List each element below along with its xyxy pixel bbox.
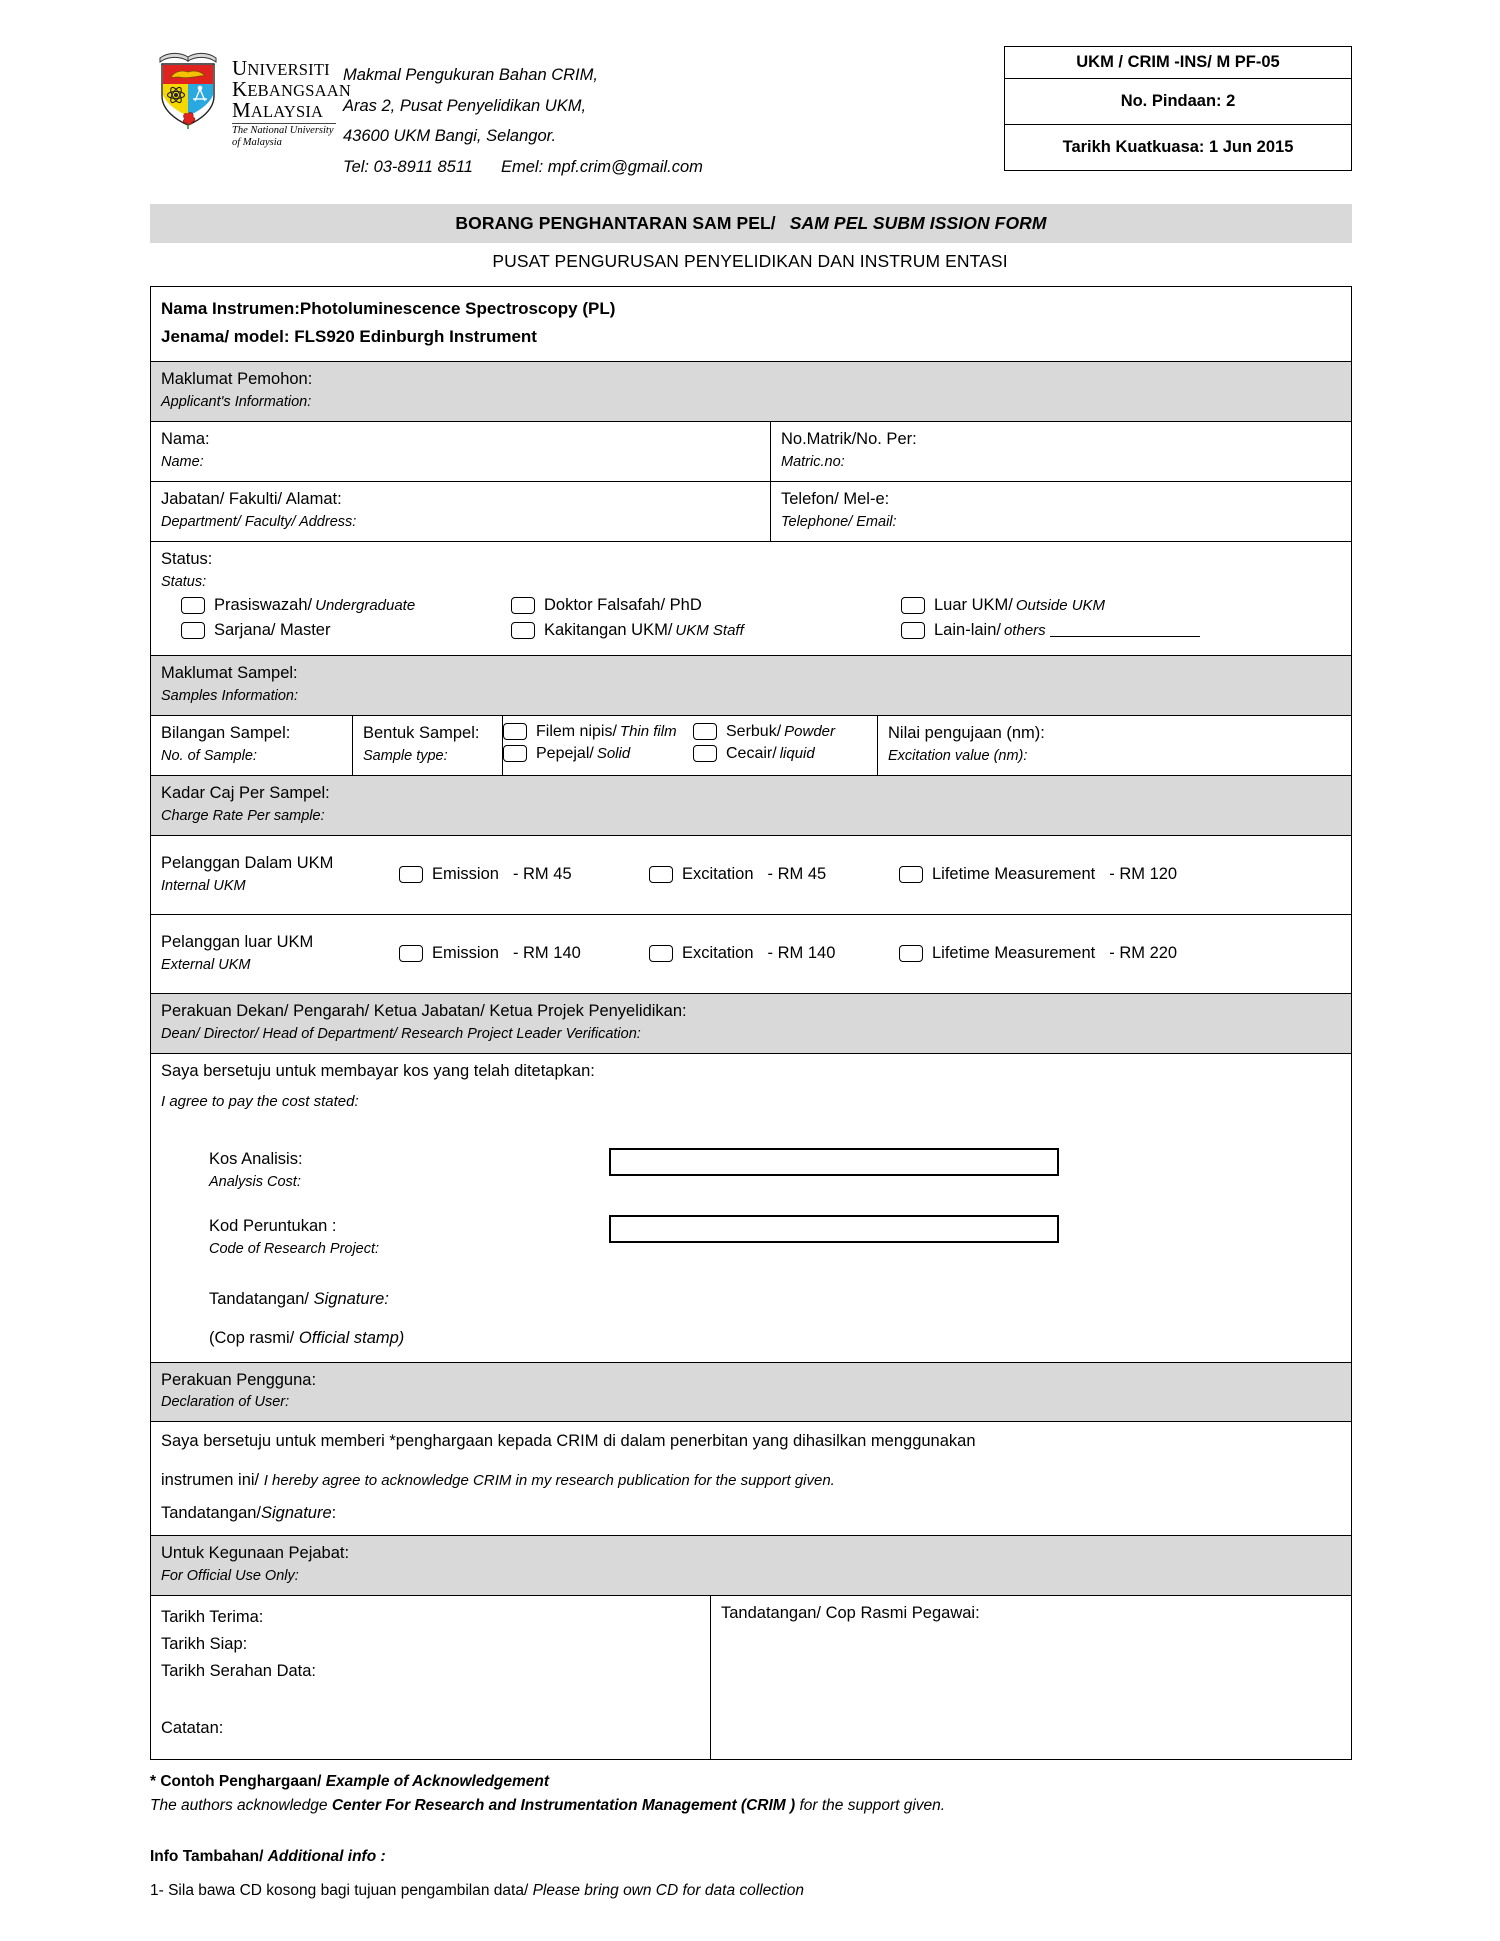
checkbox-master[interactable]: [181, 622, 205, 639]
sample-option-thin-film-ms: Filem nipis/: [536, 722, 617, 740]
sample-option-liquid[interactable]: [693, 743, 877, 765]
department-field[interactable]: [151, 482, 771, 541]
sample-details-row: [151, 716, 1351, 776]
official-signature-label: Tandatangan/ Cop Rasmi Pegawai:: [721, 1604, 980, 1623]
external-emission-price: - RM 140: [512, 944, 581, 963]
doc-code: UKM / CRIM -INS/ M PF-05: [1004, 46, 1352, 79]
status-option-undergraduate[interactable]: [181, 596, 511, 615]
excitation-label-ms: Nilai pengujaan (nm):: [888, 723, 1045, 742]
address-line-1: Makmal Pengukuran Bahan CRIM,: [343, 66, 598, 84]
matric-label-en: Matric.no:: [781, 454, 845, 471]
status-option-master[interactable]: [181, 621, 511, 640]
doc-revision: No. Pindaan: 2: [1004, 79, 1352, 125]
wordmark-line-3: MALAYSIA: [232, 98, 324, 122]
applicant-section-en: Applicant's Information:: [161, 394, 312, 411]
checkbox-external-lifetime[interactable]: [899, 945, 923, 962]
telephone: Tel: 03-8911 8511: [343, 157, 473, 176]
checkbox-ukm-staff[interactable]: [511, 622, 535, 639]
name-label-en: Name:: [161, 454, 204, 471]
internal-charge-row: [151, 836, 1351, 915]
instrument-name: Nama Instrumen:Photoluminescence Spectroscopy (PL): [161, 299, 616, 319]
samples-section-ms: Maklumat Sampel:: [161, 663, 298, 682]
charge-section-ms: Kadar Caj Per Sampel:: [161, 783, 330, 802]
sample-option-powder[interactable]: [693, 721, 877, 743]
status-options: [161, 593, 1341, 643]
checkbox-outside-ukm[interactable]: [901, 597, 925, 614]
declaration-section-cell: [151, 1363, 1351, 1422]
internal-lifetime-price: - RM 120: [1109, 865, 1178, 884]
ack-text-post: for the support given.: [795, 1797, 946, 1815]
samples-section-cell: [151, 656, 1351, 715]
agreement-cell: [151, 1054, 1351, 1362]
agree-text-en: I agree to pay the cost stated:: [161, 1092, 359, 1110]
internal-option-lifetime[interactable]: [899, 865, 1351, 884]
checkbox-internal-emission[interactable]: [399, 866, 423, 883]
telephone-label-ms: Telefon/ Mel-e:: [781, 490, 890, 509]
sample-count-label-en: No. of Sample:: [161, 747, 257, 764]
others-write-in[interactable]: [1050, 623, 1200, 637]
status-cell: [151, 542, 1351, 655]
note1-en: Please bring own CD for data collection: [532, 1882, 804, 1900]
official-section-header: [151, 1536, 1351, 1596]
sample-type-col-2: [693, 716, 878, 775]
sample-count-label-ms: Bilangan Sampel:: [161, 723, 291, 742]
sample-type-labels: [353, 716, 503, 775]
official-signature-cell[interactable]: [711, 1596, 1351, 1759]
verification-signature-en: Signature:: [313, 1289, 389, 1308]
name-label-ms: Nama:: [161, 430, 210, 449]
doc-effective-date: Tarikh Kuatkuasa: 1 Jun 2015: [1004, 125, 1352, 171]
excitation-value-field[interactable]: [878, 716, 1351, 775]
page-header: [140, 28, 1360, 182]
official-section-ms: Untuk Kegunaan Pejabat:: [161, 1544, 350, 1563]
samples-section-header: [151, 656, 1351, 716]
department-label-ms: Jabatan/ Fakulti/ Alamat:: [161, 490, 342, 509]
status-option-others-ms: Lain-lain/: [934, 620, 1001, 639]
project-code-line: [161, 1215, 1341, 1260]
checkbox-solid[interactable]: [503, 745, 527, 762]
form-page: [140, 0, 1360, 1900]
external-charge-content: [151, 915, 1351, 993]
agree-text-ms: Saya bersetuju untuk membayar kos yang telah ditetapkan:: [161, 1061, 595, 1080]
internal-emission-price: - RM 45: [512, 865, 572, 884]
checkbox-thin-film[interactable]: [503, 723, 527, 740]
analysis-cost-label-ms: Kos Analisis:: [209, 1149, 303, 1168]
status-option-others[interactable]: [901, 621, 1341, 640]
verification-section-cell: [151, 994, 1351, 1053]
sample-type-col-1: [503, 716, 693, 775]
address-line-2: Aras 2, Pusat Penyelidikan UKM,: [343, 96, 587, 115]
internal-charge-labels: [151, 844, 399, 905]
checkbox-external-excitation[interactable]: [649, 945, 673, 962]
analysis-cost-labels: [209, 1148, 609, 1193]
acknowledgement-label: [150, 1770, 1352, 1794]
status-option-undergraduate-en: Undergraduate: [315, 596, 416, 614]
official-date-ready[interactable]: Tarikh Siap:: [161, 1635, 248, 1654]
analysis-cost-label-en: Analysis Cost:: [209, 1173, 301, 1190]
external-option-emission[interactable]: [399, 944, 649, 963]
samples-section-en: Samples Information:: [161, 687, 299, 704]
official-notes[interactable]: Catatan:: [161, 1718, 224, 1737]
checkbox-powder[interactable]: [693, 723, 717, 740]
sample-option-liquid-ms: Cecair/: [726, 744, 777, 762]
sample-option-powder-ms: Serbuk/: [726, 722, 782, 740]
page-footer: [150, 1770, 1352, 1900]
checkbox-liquid[interactable]: [693, 745, 717, 762]
sample-type-label-en: Sample type:: [363, 747, 448, 764]
status-option-outside-ukm[interactable]: [901, 596, 1341, 615]
checkbox-undergraduate[interactable]: [181, 597, 205, 614]
sample-option-thin-film-en: Thin film: [619, 723, 677, 741]
declaration-line-1: Saya bersetuju untuk memberi *penghargaan kepada CRIM di dalam penerbitan yang dihasilkan menggunakan: [161, 1432, 976, 1451]
wordmark-line-1: UNIVERSITI: [232, 56, 330, 80]
declaration-line-2-en: I hereby agree to acknowledge CRIM in my research publication for the support given.: [263, 1472, 835, 1490]
declaration-section-header: [151, 1363, 1351, 1423]
external-excitation-name: Excitation: [682, 944, 754, 963]
external-emission-name: Emission: [432, 944, 499, 963]
declaration-signature-colon: :: [331, 1504, 337, 1523]
sample-option-powder-en: Powder: [784, 723, 835, 741]
applicant-section-ms: Maklumat Pemohon:: [161, 370, 313, 389]
official-section-en: For Official Use Only:: [161, 1568, 299, 1585]
instrument-model: Jenama/ model: FLS920 Edinburgh Instrument: [161, 327, 537, 347]
status-option-phd[interactable]: [511, 596, 901, 615]
declaration-body-cell: [151, 1422, 1351, 1535]
sample-option-solid-en: Solid: [596, 745, 631, 763]
project-code-label-ms: Kod Peruntukan :: [209, 1216, 337, 1235]
checkbox-phd[interactable]: [511, 597, 535, 614]
status-option-ukm-staff[interactable]: [511, 621, 901, 640]
ack-text-pre: The authors acknowledge: [150, 1797, 332, 1815]
declaration-line-2: [161, 1471, 1341, 1504]
form-subtitle: PUSAT PENGURUSAN PENYELIDIKAN DAN INSTRUM ENTASI: [492, 251, 1008, 272]
official-dates-cell: [151, 1596, 711, 1759]
verification-section-header: [151, 994, 1351, 1054]
project-code-label-en: Code of Research Project:: [209, 1240, 380, 1257]
external-label-ms: Pelanggan luar UKM: [161, 933, 314, 952]
wordmark-tagline-2: of Malaysia: [232, 137, 282, 149]
instrument-cell: [151, 287, 1351, 361]
external-lifetime-price: - RM 220: [1109, 944, 1178, 963]
project-code-labels: [209, 1215, 609, 1260]
sample-type-label-ms: Bentuk Sampel:: [363, 723, 480, 742]
official-stamp-en: Official stamp): [298, 1328, 405, 1347]
external-lifetime-name: Lifetime Measurement: [932, 944, 1096, 963]
status-label-ms: Status:: [161, 549, 213, 568]
status-option-outside-ukm-ms: Luar UKM/: [934, 595, 1013, 614]
internal-excitation-name: Excitation: [682, 865, 754, 884]
agreement-row: [151, 1054, 1351, 1363]
verification-section-en: Dean/ Director/ Head of Department/ Research Project Leader Verification:: [161, 1025, 641, 1042]
matric-field[interactable]: [771, 422, 1351, 481]
internal-charge-options: [399, 865, 1351, 884]
status-option-phd-ms: Doktor Falsafah/ PhD: [544, 595, 702, 614]
status-option-ukm-staff-ms: Kakitangan UKM/: [544, 620, 673, 639]
name-matric-row: [151, 422, 1351, 482]
declaration-section-ms: Perakuan Pengguna:: [161, 1370, 317, 1389]
charge-section-en: Charge Rate Per sample:: [161, 807, 325, 824]
sample-option-solid[interactable]: [503, 743, 693, 765]
lab-address: [327, 38, 1004, 182]
external-excitation-price: - RM 140: [767, 944, 836, 963]
checkbox-external-emission[interactable]: [399, 945, 423, 962]
name-field[interactable]: [151, 422, 771, 481]
analysis-cost-input[interactable]: [609, 1148, 1059, 1176]
telephone-label-en: Telephone/ Email:: [781, 513, 897, 530]
external-option-excitation[interactable]: [649, 944, 899, 963]
wordmark-tagline-1: The National University: [232, 125, 334, 136]
internal-label-en: Internal UKM: [161, 878, 246, 895]
declaration-body-row: [151, 1422, 1351, 1536]
status-options-row-1: [161, 593, 1341, 618]
status-option-master-ms: Sarjana/ Master: [214, 620, 331, 639]
status-option-outside-ukm-en: Outside UKM: [1015, 596, 1106, 614]
checkbox-internal-excitation[interactable]: [649, 866, 673, 883]
excitation-label-en: Excitation value (nm):: [888, 747, 1028, 764]
declaration-signature-ms: Tandatangan/: [161, 1504, 262, 1523]
ack-label-ms: * Contoh Penghargaan/: [150, 1773, 322, 1791]
instrument-row: [151, 287, 1351, 362]
internal-lifetime-name: Lifetime Measurement: [932, 865, 1096, 884]
document-code-box: [1004, 46, 1352, 171]
applicant-section-header: [151, 362, 1351, 422]
addinfo-label-ms: Info Tambahan/: [150, 1848, 264, 1866]
email: Emel: mpf.crim@gmail.com: [500, 157, 703, 176]
external-label-en: External UKM: [161, 957, 251, 974]
status-row: [151, 542, 1351, 656]
charge-section-header: [151, 776, 1351, 836]
note1-ms: 1- Sila bawa CD kosong bagi tujuan pengambilan data/: [150, 1882, 529, 1900]
internal-excitation-price: - RM 45: [767, 865, 827, 884]
external-charge-labels: [151, 923, 399, 984]
verification-section-ms: Perakuan Dekan/ Pengarah/ Ketua Jabatan/ Ketua Projek Penyelidikan:: [161, 1001, 687, 1020]
official-date-data-handover[interactable]: Tarikh Serahan Data:: [161, 1661, 317, 1680]
status-label-en: Status:: [161, 573, 207, 590]
external-charge-row: [151, 915, 1351, 994]
official-stamp-ms: (Cop rasmi/: [209, 1328, 295, 1347]
submission-form-table: [150, 286, 1352, 1760]
form-title-ms: BORANG PENGHANTARAN SAM PEL/: [455, 213, 776, 234]
declaration-signature-line[interactable]: [161, 1504, 1341, 1523]
additional-info-note-1: [150, 1882, 1352, 1900]
status-option-ukm-staff-en: UKM Staff: [675, 621, 744, 639]
declaration-signature-en: Signature: [261, 1504, 332, 1523]
official-body-row: [151, 1596, 1351, 1760]
wordmark-line-2: KEBANGSAAN: [232, 77, 351, 101]
telephone-field[interactable]: [771, 482, 1351, 541]
ack-label-en: Example of Acknowledgement: [325, 1773, 550, 1791]
analysis-cost-line: [161, 1148, 1341, 1193]
external-option-lifetime[interactable]: [899, 944, 1351, 963]
status-option-others-en: others: [1003, 621, 1046, 639]
acknowledgement-example: [150, 1794, 1352, 1818]
sample-option-thin-film[interactable]: [503, 721, 693, 743]
checkbox-internal-lifetime[interactable]: [899, 866, 923, 883]
ukm-logo: [152, 38, 351, 149]
status-option-undergraduate-ms: Prasiswazah/: [214, 595, 313, 614]
dept-tel-row: [151, 482, 1351, 542]
matric-label-ms: No.Matrik/No. Per:: [781, 430, 917, 449]
official-section-cell: [151, 1536, 1351, 1595]
internal-charge-content: [151, 836, 1351, 914]
contact-line: [343, 152, 1004, 183]
footer-spacer: [150, 1818, 1352, 1844]
checkbox-others[interactable]: [901, 622, 925, 639]
internal-emission-name: Emission: [432, 865, 499, 884]
external-charge-options: [399, 944, 1351, 963]
additional-info-label: [150, 1848, 1352, 1866]
internal-label-ms: Pelanggan Dalam UKM: [161, 854, 334, 873]
ack-text-bold: Center For Research and Instrumentation Management (CRIM ): [331, 1797, 796, 1815]
sample-count-field[interactable]: [151, 716, 353, 775]
wordmark-divider: [232, 123, 336, 124]
addinfo-label-en: Additional info :: [267, 1848, 386, 1866]
applicant-section-cell: [151, 362, 1351, 421]
sample-option-liquid-en: liquid: [779, 745, 815, 763]
ukm-crest-icon: [152, 44, 226, 130]
form-title-banner: [150, 204, 1352, 243]
verification-signature-ms: Tandatangan/: [209, 1289, 310, 1308]
official-date-received[interactable]: Tarikh Terima:: [161, 1608, 264, 1627]
declaration-section-en: Declaration of User:: [161, 1394, 290, 1411]
charge-section-cell: [151, 776, 1351, 835]
address-line-3: 43600 UKM Bangi, Selangor.: [343, 127, 557, 146]
status-options-row-2: [161, 618, 1341, 643]
declaration-line-2-ms: instrumen ini/: [161, 1471, 260, 1490]
form-title-en: SAM PEL SUBM ISSION FORM: [789, 213, 1047, 234]
project-code-input[interactable]: [609, 1215, 1059, 1243]
sample-option-solid-ms: Pepejal/: [536, 744, 594, 762]
internal-option-excitation[interactable]: [649, 865, 899, 884]
internal-option-emission[interactable]: [399, 865, 649, 884]
department-label-en: Department/ Faculty/ Address:: [161, 513, 357, 530]
official-stamp-line[interactable]: [161, 1329, 1341, 1348]
verification-signature-line[interactable]: [161, 1290, 1341, 1309]
